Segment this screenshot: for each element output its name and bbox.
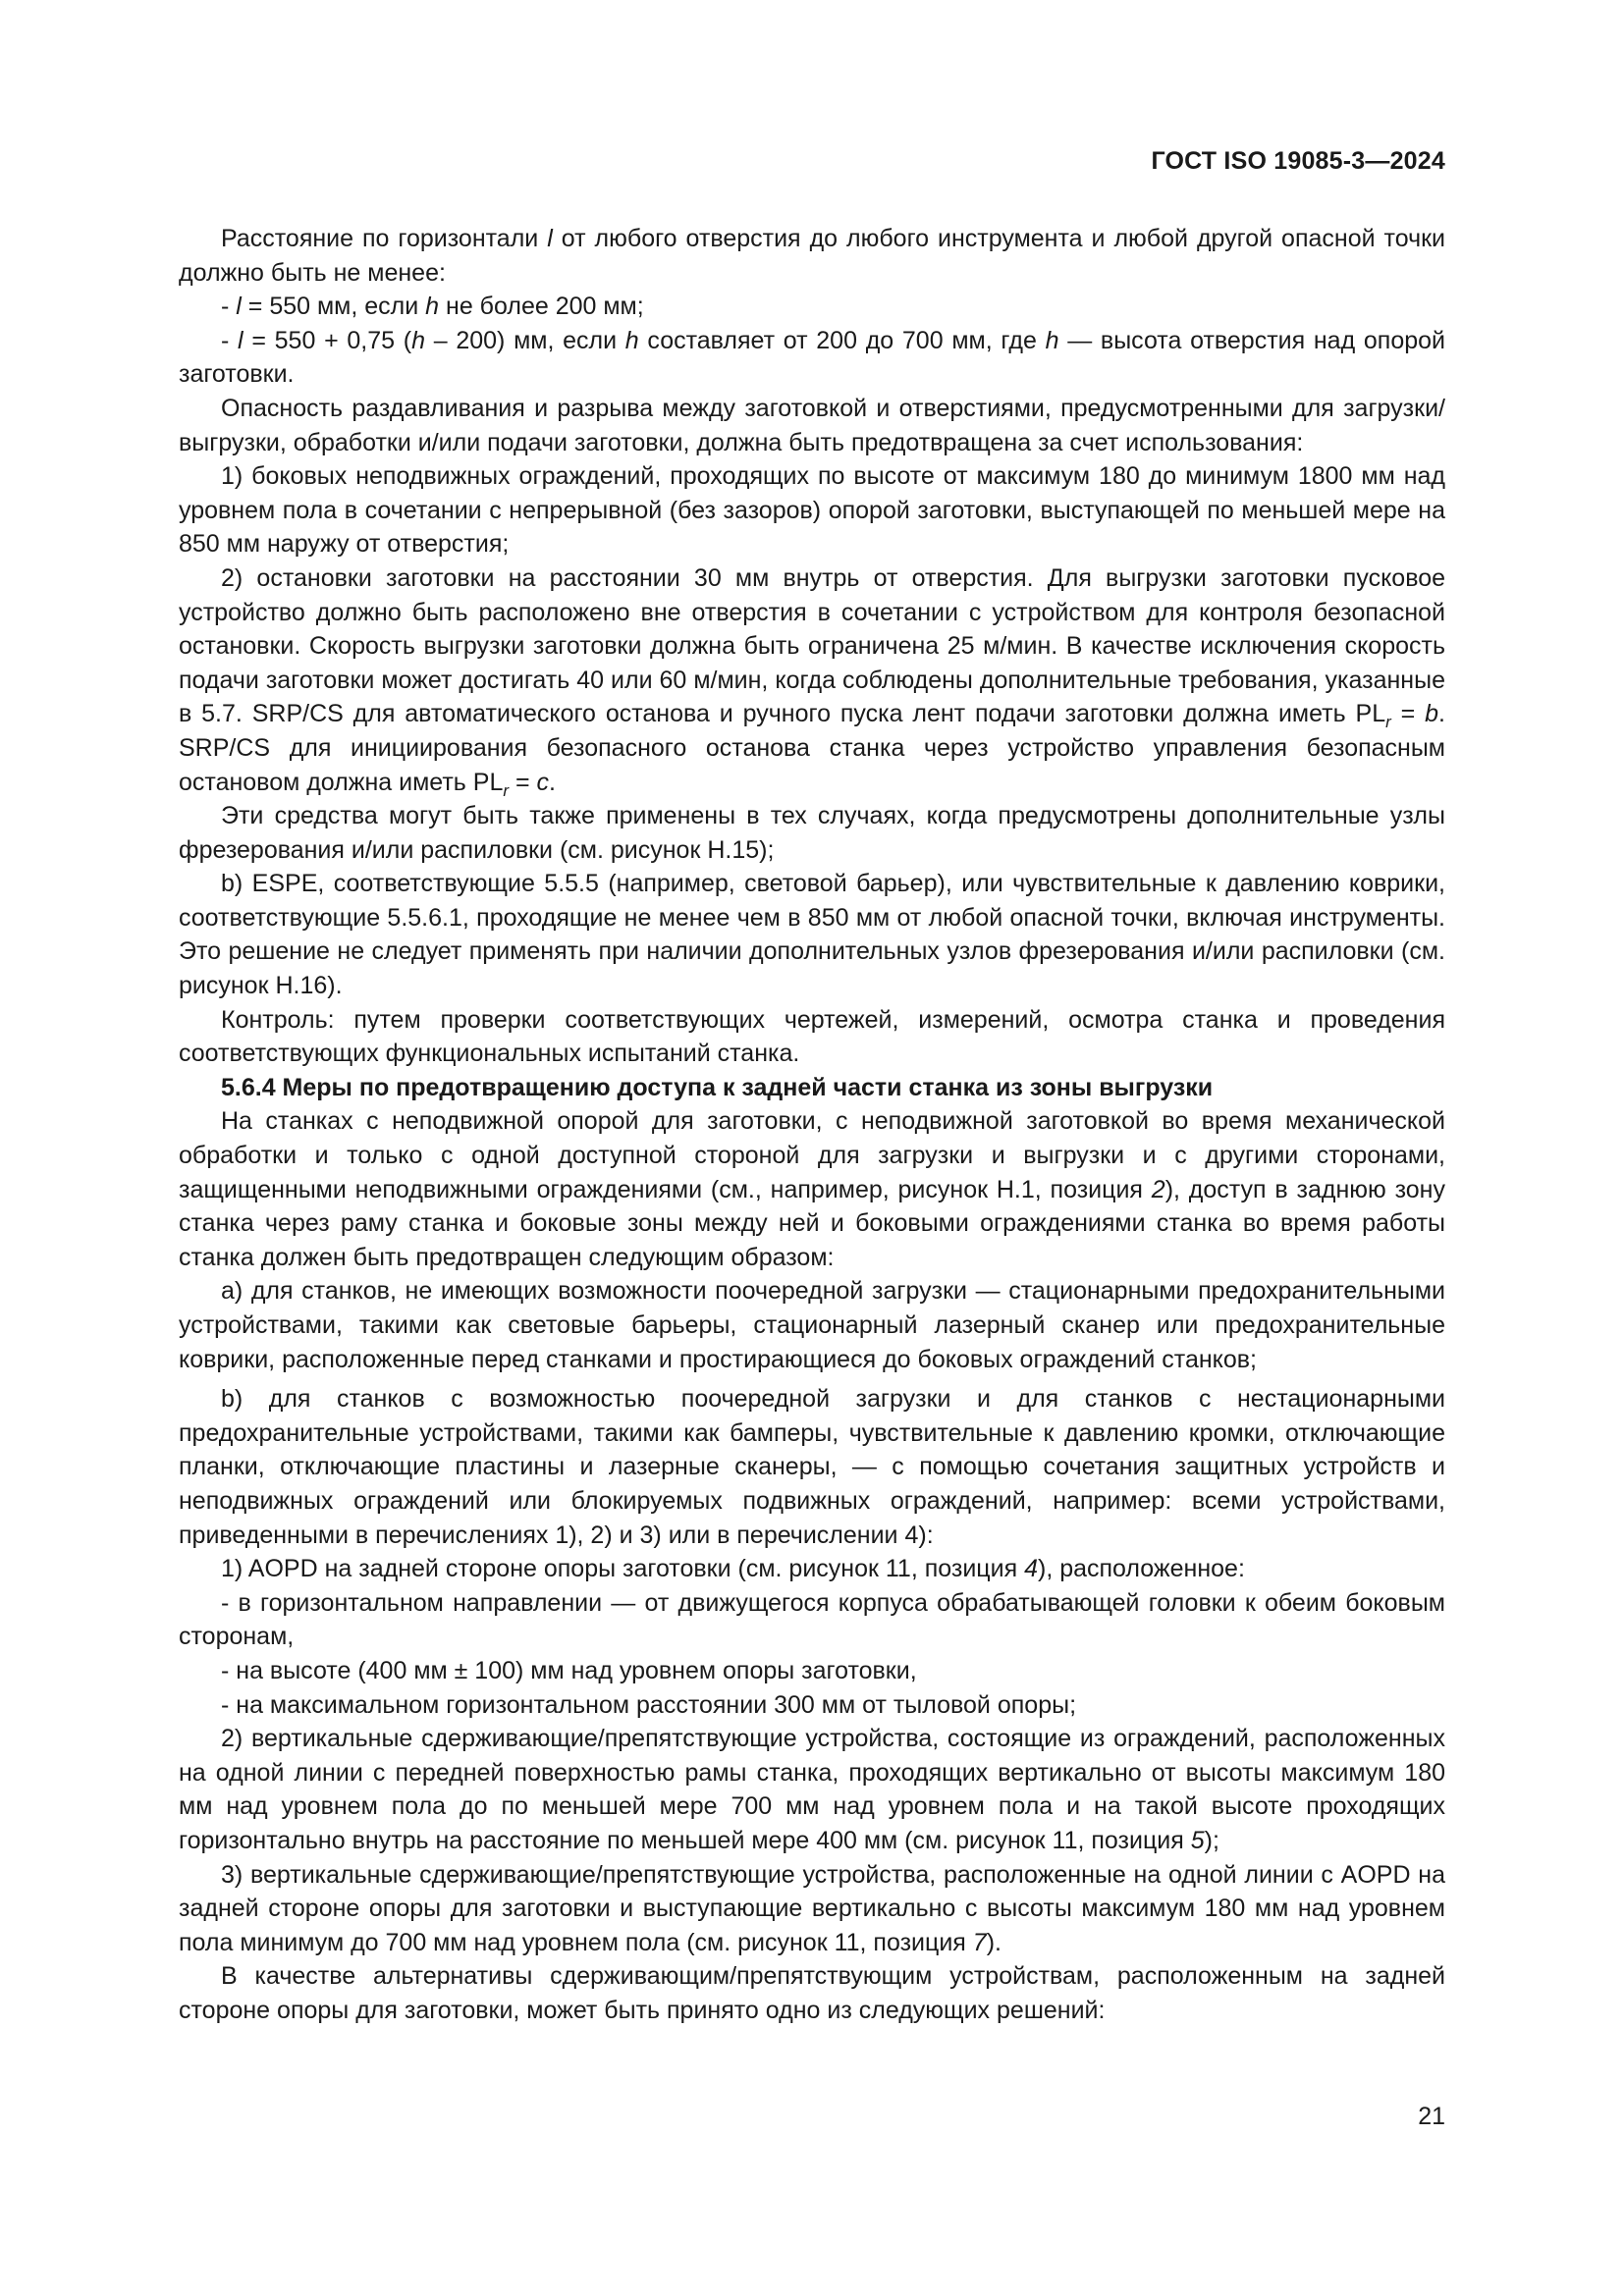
paragraph: 1) AOPD на задней стороне опоры заготовки (см. рисунок 11, позиция 4), расположенное: bbox=[221, 1555, 1245, 1583]
paragraph: Эти средства могут быть также применены в тех случаях, когда предусмотрены дополнительные узлы фрезерования и/или распиловки (см. рисунок Н.15); bbox=[179, 802, 1445, 864]
paragraph: 1) боковых неподвижных ограждений, проходящих по высоте от максимум 180 до минимум 1800 мм над уровнем пола в сочетании с непрерывной (без зазоров) опорой заготовки, выступающей по меньшей мере на 850 мм наружу от отверстия; bbox=[179, 462, 1445, 559]
document-body bbox=[179, 222, 1445, 2027]
paragraph: b) для станков с возможностью поочередной загрузки и для станков с нестационарными предохранительные устройствами, такими как бамперы, чувствительные к давлению кромки, отключающие планки, отключающие пластины и лазерные сканеры, — с помощью сочетания защитных устройств и неподвижных ограждений или блокируемых подвижных ограждений, например: всеми устройствами, приведенными в перечислениях 1), 2) и 3) или в перечислении 4): bbox=[179, 1385, 1445, 1549]
paragraph: 3) вертикальные сдерживающие/препятствующие устройства, расположенные на одной линии с AOPD на задней стороне опоры для заготовки и выступающие вертикально с высоты максимум 180 мм над уровнем пола минимум до 700 мм над уровнем пола (см. рисунок 11, позиция 7). bbox=[179, 1860, 1445, 1956]
paragraph: a) для станков, не имеющих возможности поочередной загрузки — стационарными предохранительными устройствами, такими как световые барьеры, стационарный лазерный сканер или предохранительные коврики, расположенные перед станками и простирающиеся до боковых ограждений станков; bbox=[179, 1277, 1445, 1373]
document-header: ГОСТ ISO 19085-3—2024 bbox=[1151, 147, 1445, 175]
page-number: 21 bbox=[1418, 2103, 1445, 2130]
paragraph: На станках с неподвижной опорой для заготовки, с неподвижной заготовкой во время механической обработки и только с одной доступной стороной для загрузки и выгрузки и с другими сторонами, защищенными неподвижными ограждениями (см., например, рисунок Н.1, позиция 2), доступ в заднюю зону станка через раму станка и боковые зоны между ней и боковыми ограждениями станка во время работы станка должен быть предотвращен следующим образом: bbox=[179, 1107, 1445, 1271]
paragraph: Расстояние по горизонтали l от любого отверстия до любого инструмента и любой другой опасной точки должно быть не менее: bbox=[179, 225, 1445, 287]
section-heading: 5.6.4 Меры по предотвращению доступа к задней части станка из зоны выгрузки bbox=[221, 1073, 1214, 1101]
paragraph: Опасность раздавливания и разрыва между заготовкой и отверстиями, предусмотренными для загрузки/выгрузки, обработки и/или подачи заготовки, должна быть предотвращена за счет использования: bbox=[179, 394, 1445, 456]
paragraph: Контроль: путем проверки соответствующих чертежей, измерений, осмотра станка и проведения соответствующих функциональных испытаний станка. bbox=[179, 1005, 1445, 1068]
paragraph: 2) остановки заготовки на расстоянии 30 мм внутрь от отверстия. Для выгрузки заготовки пусковое устройство должно быть расположено вне отверстия в сочетании с устройством для контроля безопасной остановки. Скорость выгрузки заготовки должна быть ограничена 25 м/мин. В качестве исключения скорость подачи заготовки может достигать 40 или 60 м/мин, когда соблюдены дополнительные требования, указанные в 5.7. SRP/CS для автоматического останова и ручного пуска лент подачи заготовки должна иметь $PL_r = b$. SRP/CS для инициирования безопасного останова станка через устройство управления безопасным остановом должна иметь $PL_r = c$. bbox=[179, 563, 1445, 800]
paragraph: - на высоте (400 мм ± 100) мм над уровнем опоры заготовки, bbox=[221, 1656, 917, 1684]
paragraph: В качестве альтернативы сдерживающим/препятствующим устройствам, расположенным на задней стороне опоры для заготовки, может быть принято одно из следующих решений: bbox=[179, 1962, 1445, 2024]
paragraph: - l = 550 + 0,75 (h – 200) мм, если h составляет от 200 до 700 мм, где h — высота отверстия над опорой заготовки. bbox=[179, 326, 1445, 389]
paragraph: - на максимальном горизонтальном расстоянии 300 мм от тыловой опоры; bbox=[221, 1690, 1077, 1719]
paragraph: - l = 550 мм, если h не более 200 мм; bbox=[221, 293, 644, 321]
paragraph: - в горизонтальном направлении — от движущегося корпуса обрабатывающей головки к обеим боковым сторонам, bbox=[179, 1588, 1445, 1651]
paragraph: b) ESPE, соответствующие 5.5.5 (например, световой барьер), или чувствительные к давлению коврики, соответствующие 5.5.6.1, проходящие не менее чем в 850 мм от любой опасной точки, включая инструменты. Это решение не следует применять при наличии дополнительных узлов фрезерования и/или распиловки (см. рисунок Н.16). bbox=[179, 870, 1445, 1000]
paragraph: 2) вертикальные сдерживающие/препятствующие устройства, состоящие из ограждений, расположенных на одной линии с передней поверхностью рамы станка, проходящих вертикально от высоты максимум 180 мм над уровнем пола до по меньшей мере 700 мм над уровнем пола и на такой высоте проходящих горизонтально внутрь на расстояние по меньшей мере 400 мм (см. рисунок 11, позиция 5); bbox=[179, 1725, 1445, 1854]
